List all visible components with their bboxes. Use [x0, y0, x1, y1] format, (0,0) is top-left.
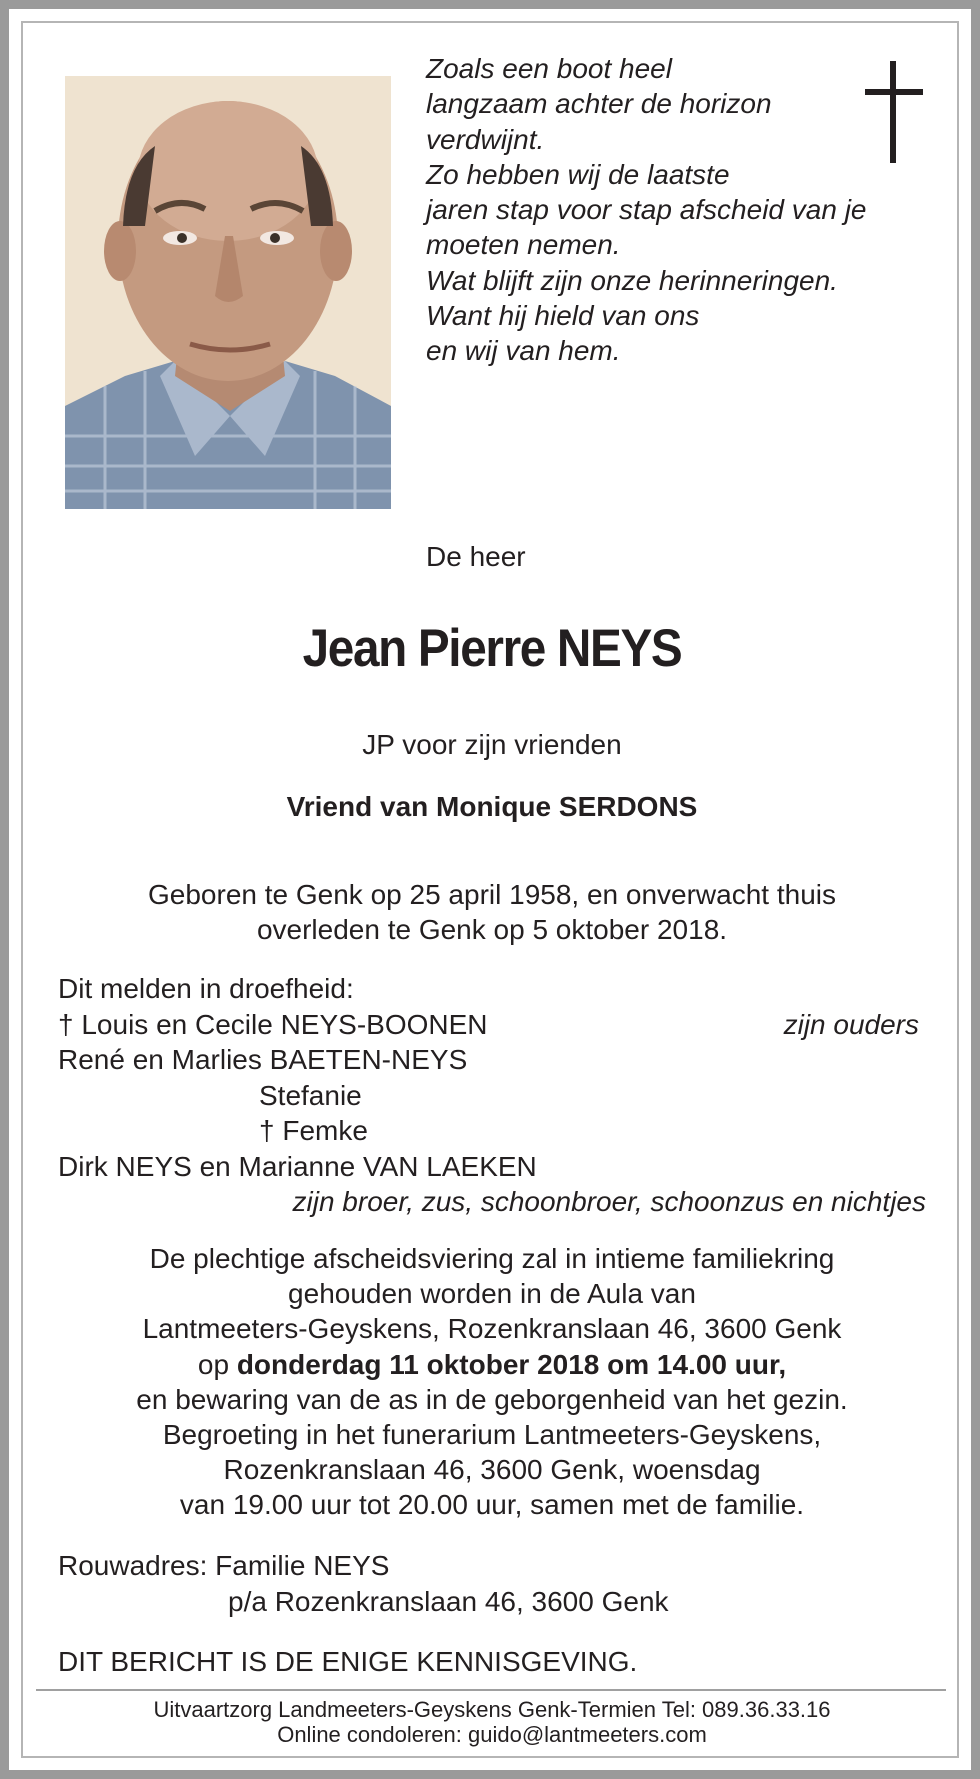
death-line: overleden te Genk op 5 oktober 2018. [256, 914, 728, 945]
ceremony-line: gehouden worden in de Aula van [288, 1278, 696, 1310]
family-intro: Dit melden in droefheid: [58, 973, 354, 1004]
mourning-address: Rouwadres: Familie NEYS [58, 1550, 390, 1581]
poem-line: moeten nemen. [426, 229, 621, 261]
ceremony-info [23, 1241, 959, 1523]
poem [426, 51, 866, 369]
birth-death-info [23, 877, 959, 947]
family-brother: Dirk NEYS en Marianne VAN LAEKEN [58, 1151, 537, 1182]
sole-notice: DIT BERICHT IS DE ENIGE KENNISGEVING. [58, 1646, 638, 1677]
mourning-address-street: p/a Rozenkranslaan 46, 3600 Genk [228, 1586, 669, 1617]
nickname: JP voor zijn vrienden [362, 729, 622, 760]
deceased-name: Jean Pierre NEYS [302, 619, 682, 678]
ceremony-date-prefix: op [197, 1348, 237, 1380]
family-niece: Stefanie [259, 1080, 362, 1111]
honorific: De heer [426, 541, 526, 572]
cross-icon [865, 61, 923, 163]
ceremony-line: van 19.00 uur tot 20.00 uur, samen met de familie. [179, 1489, 805, 1521]
ceremony-line: Begroeting in het funerarium Lantmeeters-Geyskens, [162, 1419, 822, 1451]
poem-line: Zo hebben wij de laatste [426, 158, 730, 190]
footer [23, 1697, 959, 1747]
siblings-role: zijn broer, zus, schoonbroer, schoonzus en nichtjes [292, 1186, 926, 1217]
footer-divider [36, 1689, 946, 1691]
poem-line: verdwijnt. [426, 123, 545, 155]
poem-line: Wat blijft zijn onze herinneringen. [426, 264, 838, 296]
poem-line: Zoals een boot heel [426, 53, 672, 84]
poem-line: langzaam achter de horizon [426, 88, 772, 120]
partner-line: Vriend van Monique SERDONS [286, 791, 698, 822]
ceremony-line: Lantmeeters-Geyskens, Rozenkranslaan 46, 3600 Genk [142, 1313, 842, 1345]
parents-role: zijn ouders [783, 1009, 919, 1040]
funeral-home-contact: Uitvaartzorg Landmeeters-Geyskens Genk-Termien Tel: 089.36.33.16 [153, 1697, 831, 1722]
obituary-card [21, 21, 959, 1758]
poem-line: Want hij hield van ons [426, 300, 700, 332]
ceremony-date: donderdag 11 oktober 2018 om 14.00 uur, [236, 1348, 787, 1380]
ceremony-line: De plechtige afscheidsviering zal in intieme familiekring [149, 1243, 835, 1274]
family-parents: † Louis en Cecile NEYS-BOONEN [58, 1009, 488, 1040]
poem-line: en wij van hem. [426, 335, 621, 367]
portrait-photo [65, 76, 391, 509]
ceremony-line: en bewaring van de as in de geborgenheid van het gezin. [136, 1383, 848, 1415]
family-niece: † Femke [259, 1115, 368, 1146]
birth-line: Geboren te Genk op 25 april 1958, en onverwacht thuis [148, 879, 836, 910]
ceremony-date-line [23, 1347, 959, 1382]
online-condolence: Online condoleren: guido@lantmeeters.com [277, 1722, 707, 1747]
family-sister: René en Marlies BAETEN-NEYS [58, 1044, 468, 1075]
ceremony-line: Rozenkranslaan 46, 3600 Genk, woensdag [223, 1454, 761, 1486]
poem-line: jaren stap voor stap afscheid van je [426, 194, 867, 226]
